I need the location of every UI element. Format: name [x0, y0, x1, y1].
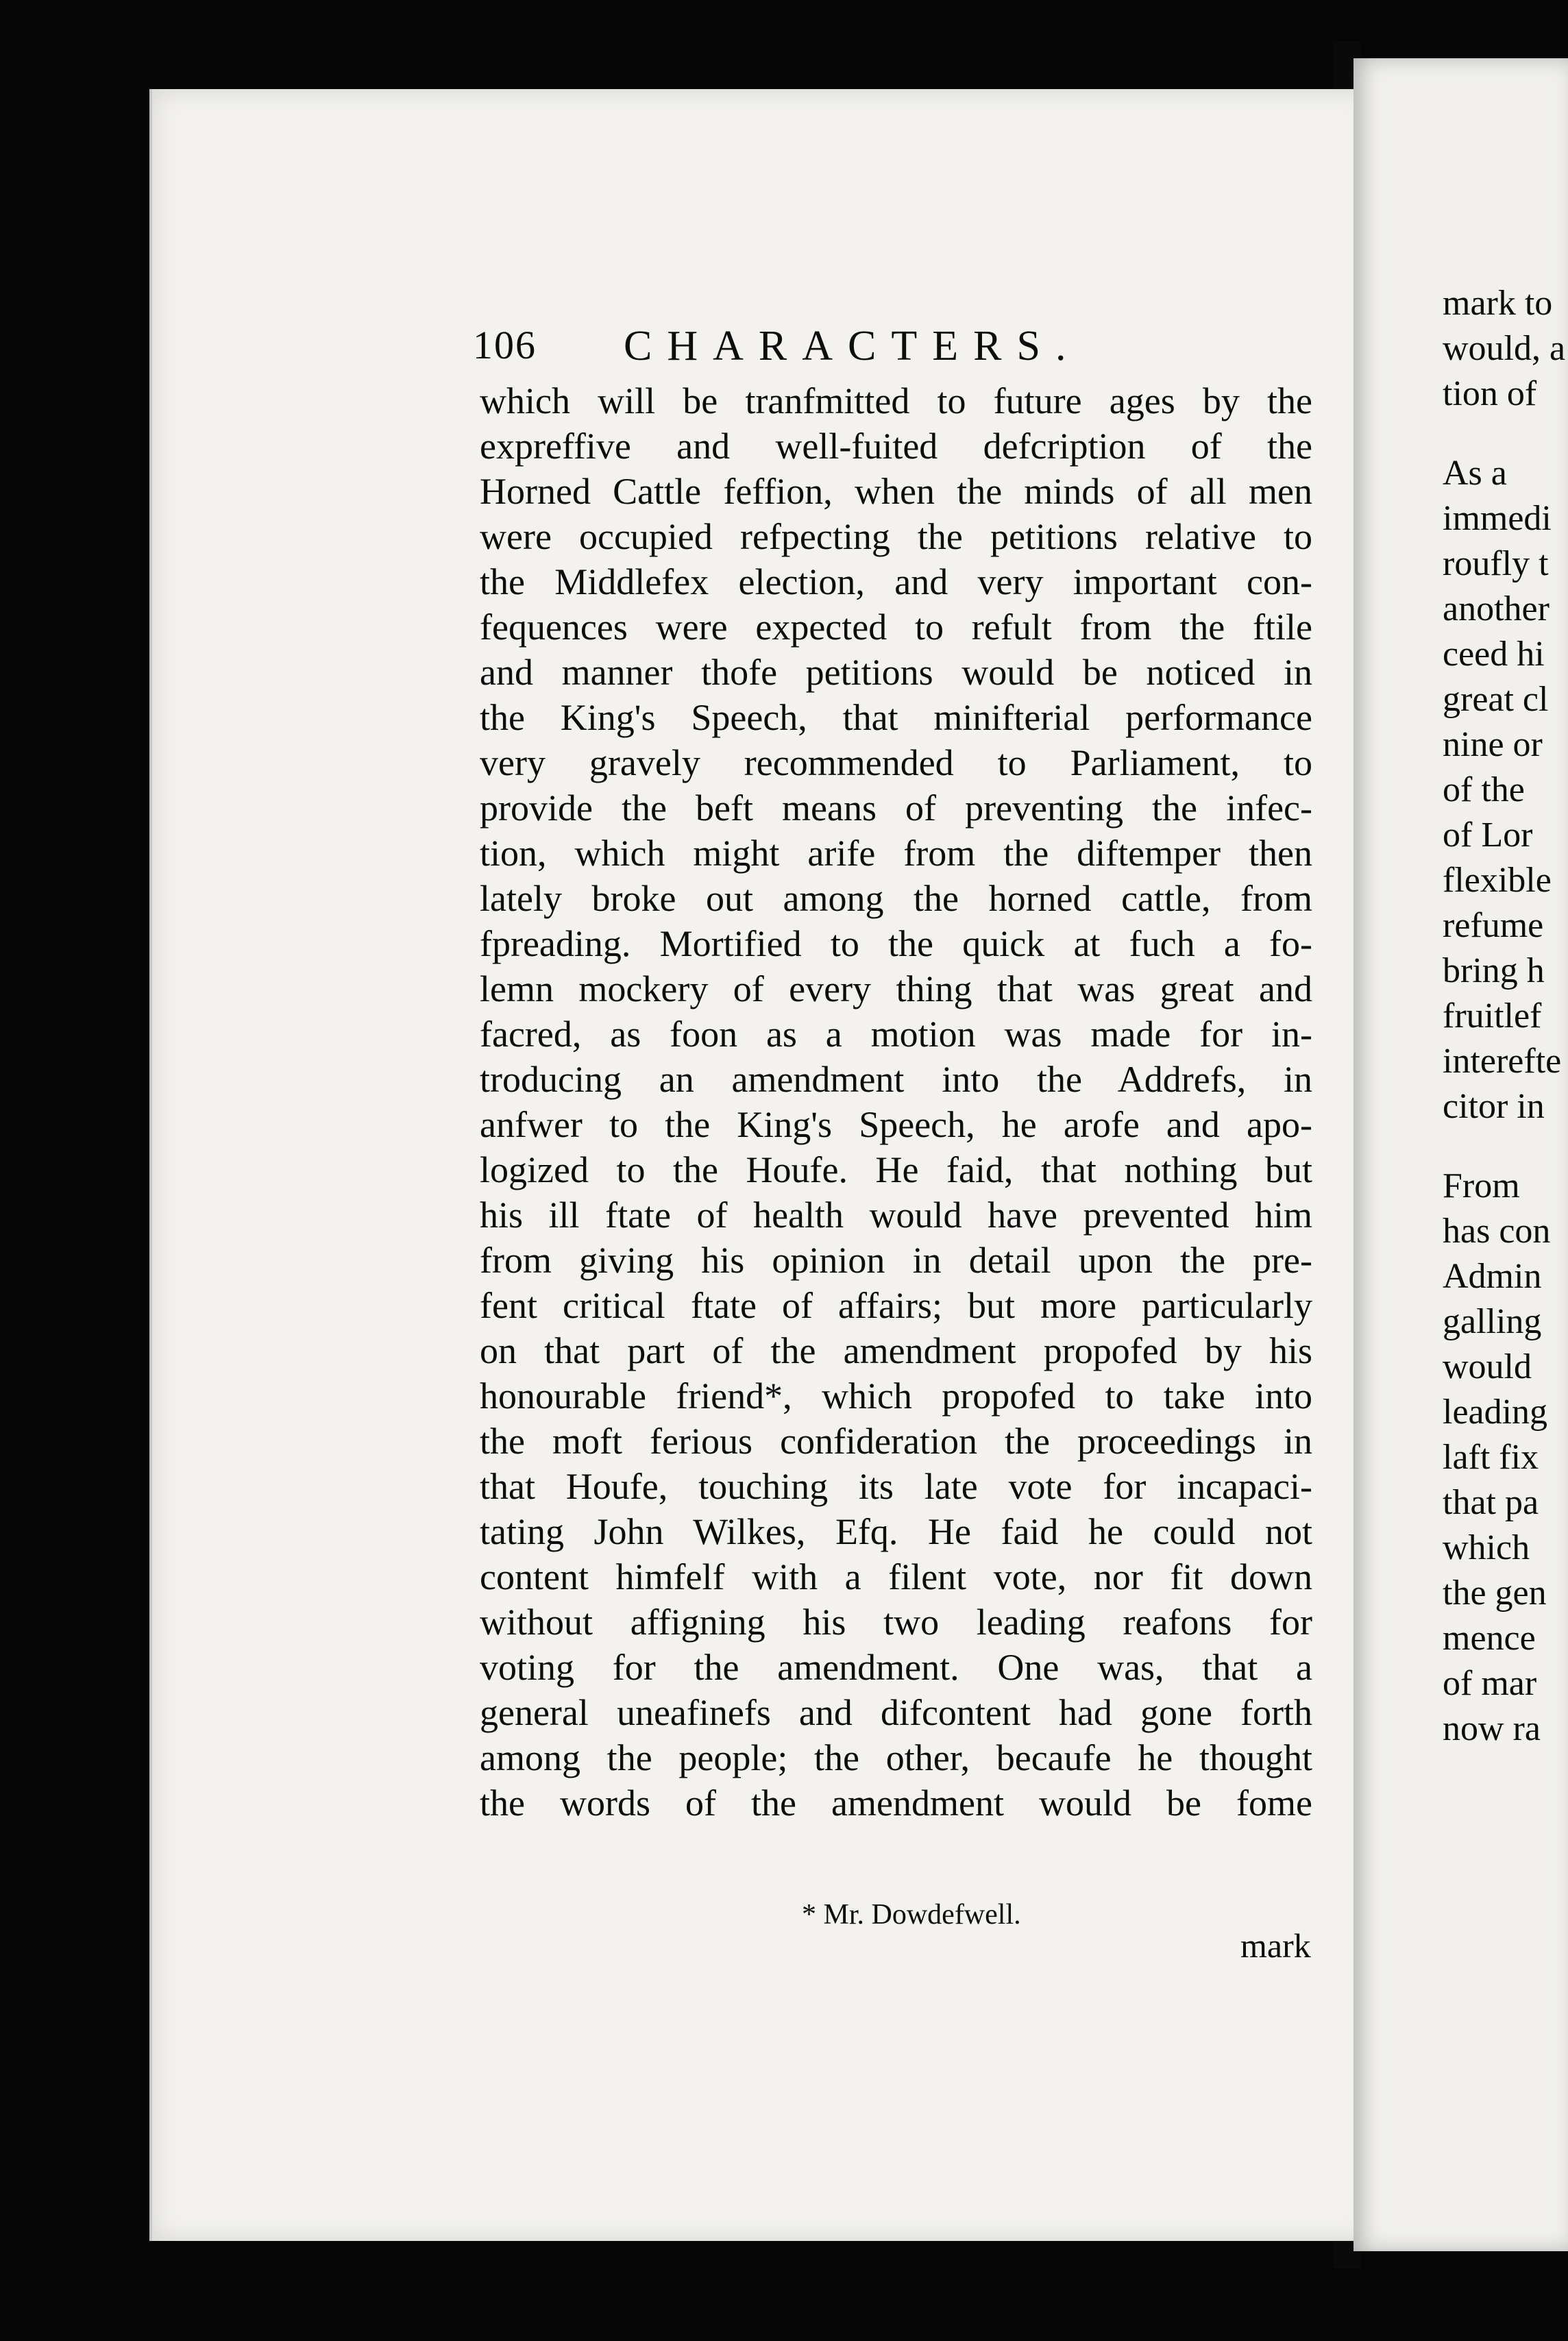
right-text-line: the gen	[1443, 1573, 1547, 1613]
text-line: very gravely recommended to Parliament, to	[480, 742, 1312, 783]
text-line: fent critical ftate of affairs; but more particularly	[480, 1285, 1312, 1326]
text-line: content himfelf with a filent vote, nor fit down	[480, 1556, 1312, 1597]
text-line: anfwer to the King's Speech, he arofe and apo-	[480, 1104, 1312, 1145]
text-line: which will be tranfmitted to future ages by the	[480, 380, 1312, 421]
right-text-line: of the	[1443, 770, 1525, 809]
text-line: tating John Wilkes, Efq. He faid he could not	[480, 1511, 1312, 1552]
right-text-line: mark to	[1443, 284, 1553, 323]
text-line: logized to the Houfe. He faid, that nothing but	[480, 1149, 1312, 1190]
right-text-line: fruitlef	[1443, 996, 1542, 1035]
right-text-line: now ra	[1443, 1709, 1541, 1748]
right-text-line: has con	[1443, 1212, 1551, 1251]
text-line: facred, as foon as a motion was made for in-	[480, 1014, 1312, 1055]
right-text-line: galling	[1443, 1302, 1542, 1341]
right-text-line: leading	[1443, 1393, 1548, 1432]
footnote: * Mr. Dowdefwell.	[802, 1899, 1021, 1931]
text-line: tion, which might arife from the diftemper then	[480, 833, 1312, 874]
text-line: provide the beft means of preventing the infec-	[480, 787, 1312, 829]
right-text-line: As a	[1443, 454, 1507, 493]
right-text-line: which	[1443, 1528, 1530, 1567]
text-line: troducing an amendment into the Addrefs, in	[480, 1059, 1312, 1100]
text-line: expreffive and well-fuited defcription of the	[480, 426, 1312, 467]
text-line: on that part of the amendment propofed by his	[480, 1330, 1312, 1371]
right-text-line: refume	[1443, 906, 1544, 945]
text-line: fpreading. Mortified to the quick at fuch a fo-	[480, 923, 1312, 964]
right-text-line: Admin	[1443, 1257, 1542, 1296]
right-text-line: of Lor	[1443, 816, 1533, 855]
running-head: CHARACTERS.	[624, 323, 1081, 369]
right-text-line: bring h	[1443, 951, 1545, 990]
right-page-text	[1443, 281, 1568, 1752]
right-text-line: tion of	[1443, 374, 1537, 413]
text-line: and manner thofe petitions would be noticed in	[480, 652, 1312, 693]
text-line: voting for the amendment. One was, that a	[480, 1647, 1312, 1688]
text-line: fequences were expected to refult from the ftile	[480, 606, 1312, 648]
text-line: the moft ferious confideration the proceedings in	[480, 1421, 1312, 1462]
right-text-line: flexible	[1443, 861, 1552, 900]
right-text-line: immedi	[1443, 499, 1552, 538]
right-text-line: citor in	[1443, 1087, 1545, 1126]
text-line: without affigning his two leading reafons for	[480, 1602, 1312, 1643]
paragraph-gap	[1443, 417, 1568, 451]
right-text-line: laft fix	[1443, 1438, 1539, 1477]
text-line: general uneafinefs and difcontent had gone forth	[480, 1692, 1312, 1733]
body-text	[480, 378, 1312, 1826]
right-text-line: another	[1443, 589, 1549, 628]
paragraph-gap	[1443, 1129, 1568, 1164]
right-text-line: roufly t	[1443, 544, 1549, 583]
text-line: his ill ftate of health would have prevented him	[480, 1194, 1312, 1236]
catchword: mark	[1240, 1926, 1311, 1965]
text-line: were occupied refpecting the petitions relative to	[480, 516, 1312, 557]
right-text-line: great cl	[1443, 680, 1549, 719]
text-line: lemn mockery of every thing that was great and	[480, 968, 1312, 1009]
page-number: 106	[473, 323, 537, 367]
right-text-line: of mar	[1443, 1664, 1537, 1703]
text-line: among the people; the other, becaufe he thought	[480, 1737, 1312, 1778]
text-line: lately broke out among the horned cattle, from	[480, 878, 1312, 919]
text-line: the words of the amendment would be fome	[480, 1782, 1312, 1824]
right-text-line: would, a	[1443, 329, 1566, 368]
right-text-line: interefte	[1443, 1042, 1562, 1081]
text-line: that Houfe, touching its late vote for incapaci-	[480, 1466, 1312, 1507]
text-line: the King's Speech, that minifterial performance	[480, 697, 1312, 738]
text-line: the Middlefex election, and very important con-	[480, 561, 1312, 602]
text-line: from giving his opinion in detail upon the pre-	[480, 1240, 1312, 1281]
right-text-line: that pa	[1443, 1483, 1539, 1522]
right-text-line: ceed hi	[1443, 635, 1545, 674]
right-text-line: From	[1443, 1166, 1520, 1205]
text-line: honourable friend*, which propofed to take into	[480, 1375, 1312, 1417]
right-text-line: nine or	[1443, 725, 1543, 764]
text-line: Horned Cattle feffion, when the minds of all men	[480, 471, 1312, 512]
right-text-line: would	[1443, 1347, 1532, 1386]
right-text-line: mence	[1443, 1619, 1536, 1658]
